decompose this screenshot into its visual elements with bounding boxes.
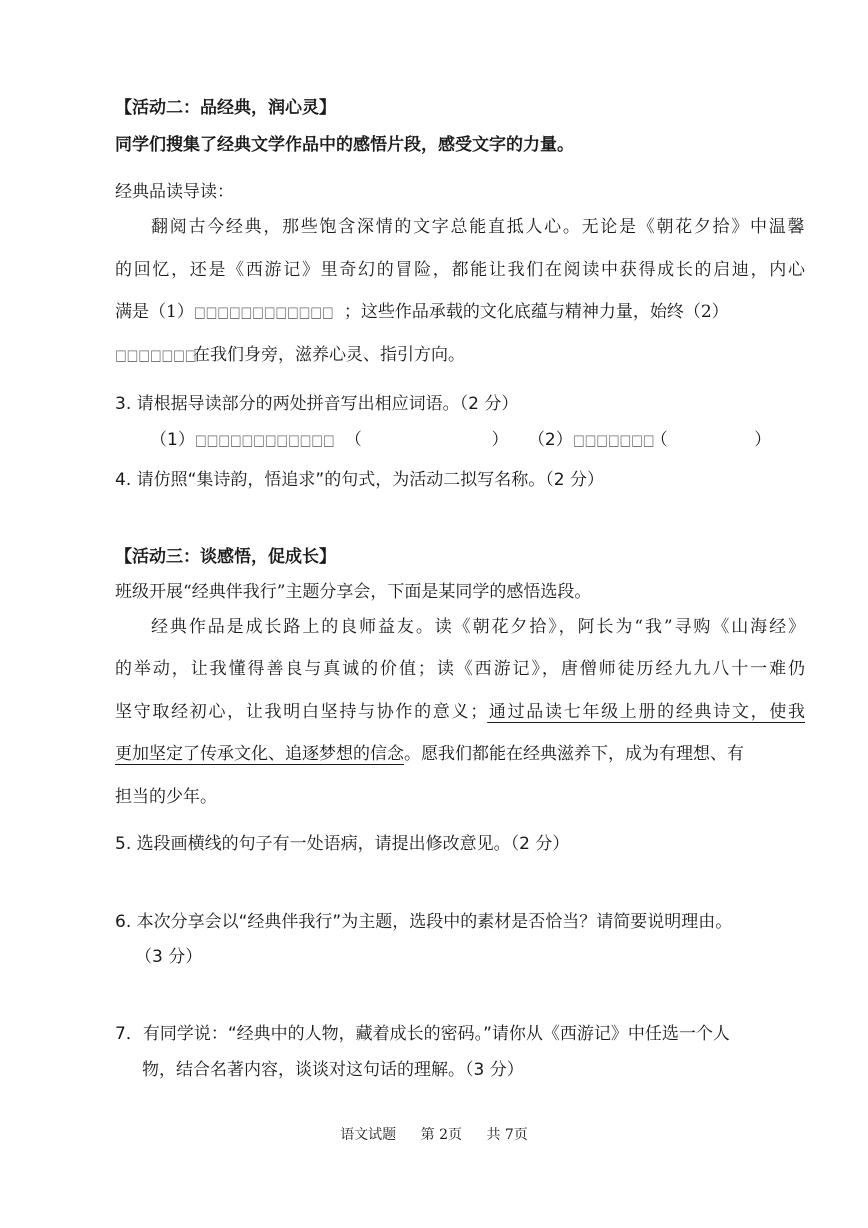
footer-page-number: 第 2页 (420, 1127, 462, 1143)
essay-line-5: 担当的少年。 (115, 787, 217, 807)
essay-line-1: 经典作品是成长路上的良师益友。读《朝花夕拾》，阿长为“我”寻购《山海经》 (151, 617, 805, 637)
page-footer (0, 1125, 868, 1145)
guide-paragraph-line-1: 翻阅古今经典，那些饱含深情的文字总能直抵人心。无论是《朝花夕拾》中温馨 (151, 217, 805, 237)
underlined-sentence-part-1: 通过品读七年级上册的经典诗文，使我 (487, 702, 806, 722)
question-6-line-2: （3 分） (135, 947, 203, 967)
question-7-line-2: 物，结合名著内容，谈谈对这句话的理解。（3 分） (142, 1060, 524, 1080)
question-5: 5. 选段画横线的句子有一处语病，请提出修改意见。（2 分） (115, 834, 570, 854)
essay-line-3-plain: 坚守取经初心，让我明白坚持与协作的意义； (115, 702, 488, 722)
guide-paragraph-line-2: 的回忆，还是《西游记》里奇幻的冒险，都能让我们在阅读中获得成长的启迪，内心 (115, 260, 805, 280)
footer-subject: 语文试题 (340, 1127, 397, 1143)
essay-line-3 (115, 700, 805, 724)
essay-line-4-rest: 。愿我们都能在经典滋养下，成为有理想、有 (404, 744, 744, 764)
footer-total-pages: 共 7页 (486, 1127, 528, 1143)
question-3: 3. 请根据导读部分的两处拼音写出相应词语。（2 分） (115, 394, 519, 414)
answer-2-blank[interactable]: （ ） (650, 430, 772, 450)
answer-1-blank[interactable]: （ ） (344, 430, 509, 450)
guide-label: 经典品读导读： (115, 182, 234, 202)
guide-paragraph-line-3 (115, 300, 815, 324)
guide-line-3-rest: ；这些作品承载的文化底蕴与精神力量，始终（2） (343, 302, 729, 322)
underlined-sentence-part-2: 更加坚定了传承文化、追逐梦想的信念 (115, 744, 404, 764)
blank-1-prefix: 满是（1） (115, 302, 194, 322)
question-6-line-1: 6. 本次分享会以“经典伴我行”为主题，选段中的素材是否恰当？请简要说明理由。 (115, 912, 733, 932)
activity3-intro: 班级开展“经典伴我行”主题分享会，下面是某同学的感悟选段。 (115, 582, 592, 602)
activity2-title: 【活动二：品经典，润心灵】 (115, 98, 336, 118)
answer-1-pinyin: □□□□□□□□□□□□ (194, 431, 335, 449)
question-7-line-1: 7．有同学说：“经典中的人物，藏着成长的密码。”请你从《西游记》中任选一个人 (115, 1024, 730, 1044)
guide-line-4-rest: 在我们身旁，滋养心灵、指引方向。 (193, 345, 465, 365)
question-3-answers (150, 428, 771, 452)
answer-2-label: （2） (527, 430, 573, 450)
question-4: 4. 请仿照“集诗韵，悟追求”的句式，为活动二拟写名称。（2 分） (115, 470, 604, 490)
essay-line-4 (115, 742, 805, 766)
pinyin-blank-2: □□□□□□□ (115, 346, 197, 364)
pinyin-blank-1: □□□□□□□□□□□□ (193, 303, 334, 321)
essay-line-2: 的举动，让我懂得善良与真诚的价值；读《西游记》，唐僧师徒历经九九八十一难仍 (115, 659, 805, 679)
answer-1-label: （1） (150, 430, 195, 450)
guide-paragraph-line-4 (115, 343, 465, 367)
answer-2-pinyin: □□□□□□□ (572, 431, 655, 449)
activity3-title: 【活动三：谈感悟，促成长】 (115, 547, 336, 567)
activity2-intro: 同学们搜集了经典文学作品中的感悟片段，感受文字的力量。 (115, 135, 574, 155)
